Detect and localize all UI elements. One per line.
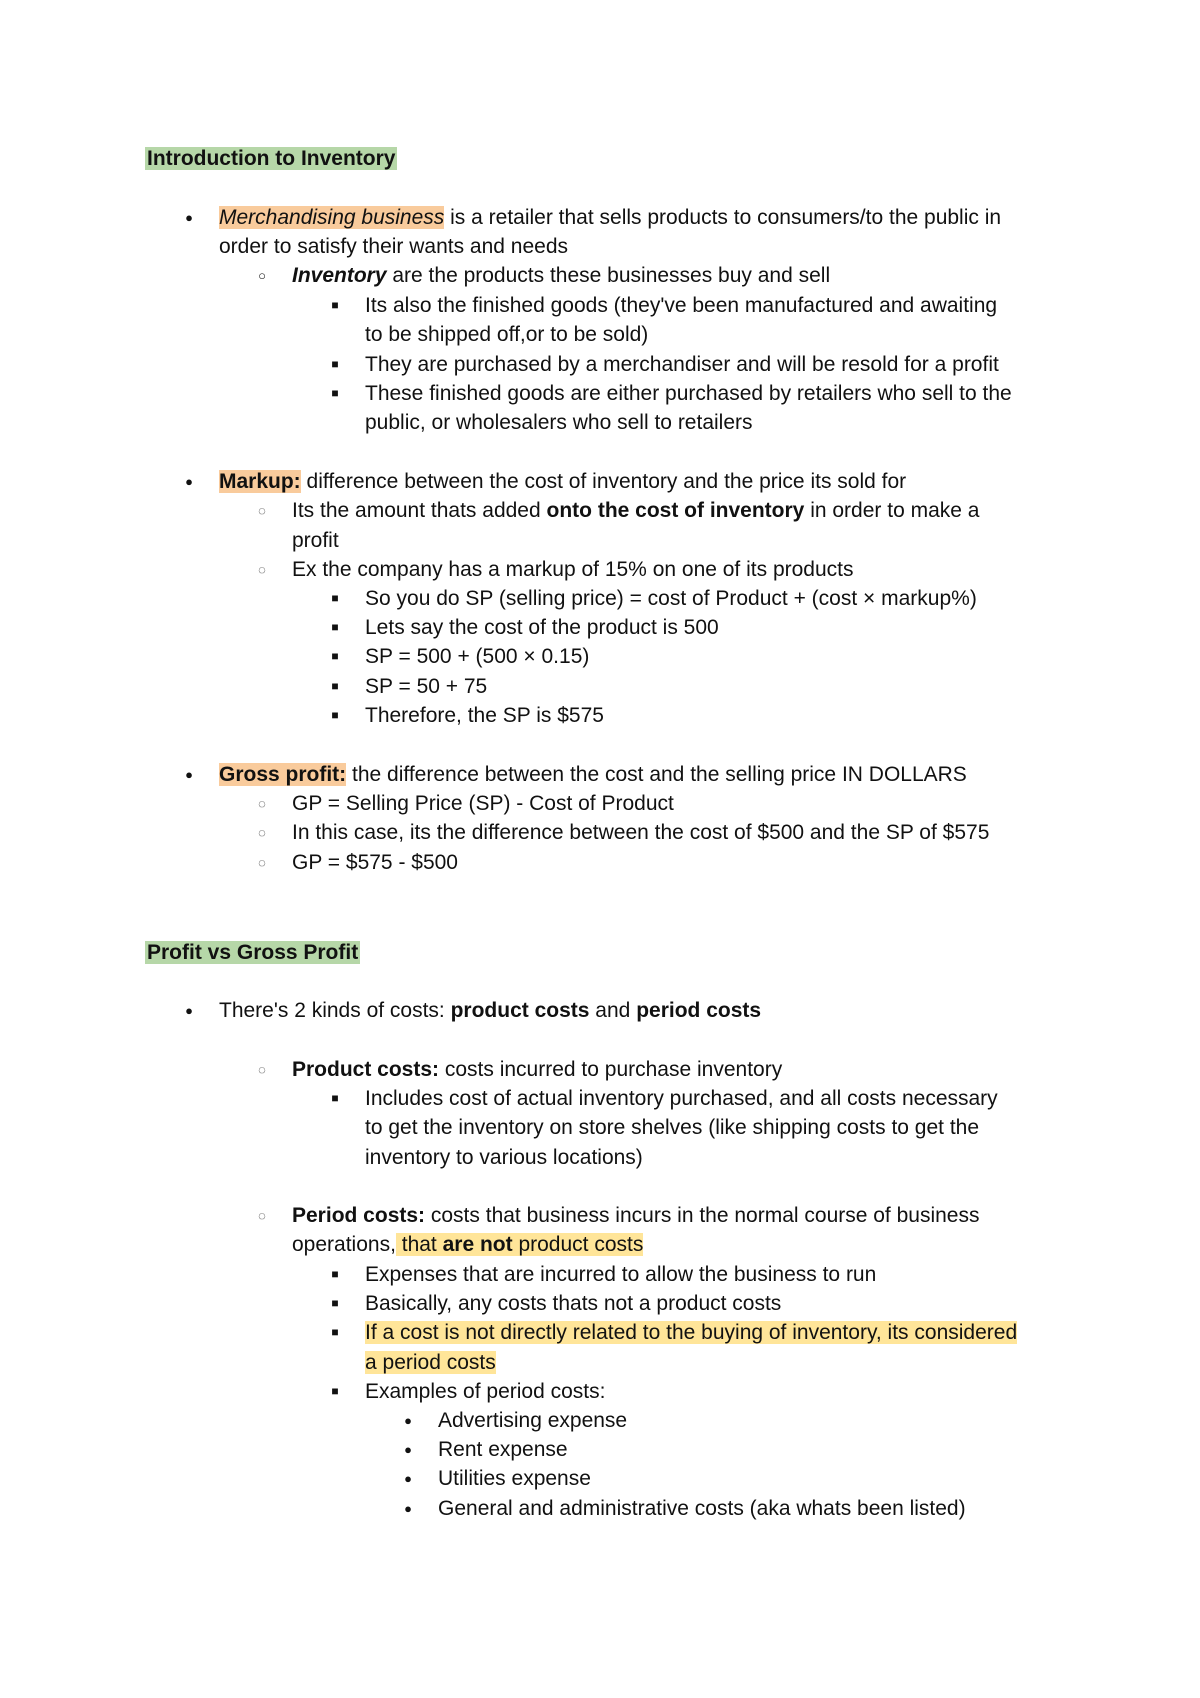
dotted-circle-bullet-icon: ◌ xyxy=(258,796,266,811)
list-text: costs incurred to purchase inventory xyxy=(439,1058,783,1081)
list-item-continuation: to get the inventory on store shelves (like shipping costs to get the xyxy=(365,1116,980,1139)
list-item: Includes cost of actual inventory purchased, and all costs necessary xyxy=(365,1087,998,1110)
list-text: that xyxy=(395,1233,443,1256)
section-heading xyxy=(145,144,397,173)
bold-phrase: are not xyxy=(442,1233,513,1256)
square-bullet-icon: ■ xyxy=(331,1325,339,1339)
term-period-costs: Period costs: xyxy=(292,1204,426,1227)
list-item xyxy=(292,261,830,290)
square-bullet-icon: ■ xyxy=(331,386,339,400)
term-gross-profit: Gross profit: xyxy=(219,763,347,786)
list-item xyxy=(219,760,967,789)
term-product-costs: Product costs: xyxy=(292,1058,440,1081)
square-bullet-icon: ■ xyxy=(331,1091,339,1105)
disc-bullet-icon: ● xyxy=(404,1501,412,1516)
list-item-continuation xyxy=(365,1348,496,1377)
list-item: Therefore, the SP is $575 xyxy=(365,704,604,727)
section-title-profit: Profit vs Gross Profit xyxy=(147,941,359,964)
bold-phrase: period costs xyxy=(636,999,762,1022)
disc-bullet-icon: ● xyxy=(185,1003,193,1018)
list-item: Basically, any costs thats not a product costs xyxy=(365,1292,782,1315)
list-item xyxy=(365,1318,1017,1347)
disc-bullet-icon: ● xyxy=(185,474,193,489)
list-item xyxy=(292,496,979,525)
list-item-continuation: public, or wholesalers who sell to retailers xyxy=(365,411,753,434)
square-bullet-icon: ■ xyxy=(331,679,339,693)
dotted-circle-bullet-icon: ◌ xyxy=(258,503,266,518)
term-merchandising-business: Merchandising business xyxy=(219,206,445,229)
list-text: is a retailer that sells products to consumers/to the public in xyxy=(444,206,1002,229)
disc-bullet-icon: ● xyxy=(404,1413,412,1428)
square-bullet-icon: ■ xyxy=(331,1296,339,1310)
list-item: They are purchased by a merchandiser and will be resold for a profit xyxy=(365,353,999,376)
list-item: Utilities expense xyxy=(438,1467,591,1490)
list-text: product costs xyxy=(512,1233,644,1256)
disc-bullet-icon: ● xyxy=(404,1442,412,1457)
list-text: costs that business incurs in the normal course of business xyxy=(425,1204,980,1227)
list-item: In this case, its the difference between the cost of $500 and the SP of $575 xyxy=(292,821,990,844)
section-title-intro: Introduction to Inventory xyxy=(147,147,396,170)
square-bullet-icon: ■ xyxy=(331,298,339,312)
list-item-continuation: profit xyxy=(292,529,339,552)
highlighted-phrase: If a cost is not directly related to the buying of inventory, its considered xyxy=(365,1321,1018,1344)
list-item xyxy=(219,203,1001,232)
dotted-circle-bullet-icon: ◌ xyxy=(258,825,266,840)
dotted-circle-bullet-icon: ◌ xyxy=(258,1208,266,1223)
list-item: Expenses that are incurred to allow the business to run xyxy=(365,1263,877,1286)
section-heading xyxy=(145,938,360,967)
list-item: Ex the company has a markup of 15% on one of its products xyxy=(292,558,854,581)
term-markup: Markup: xyxy=(219,470,301,493)
list-text: and xyxy=(589,999,637,1022)
disc-bullet-icon: ● xyxy=(185,210,193,225)
list-item xyxy=(292,1055,782,1084)
list-item: These finished goods are either purchased by retailers who sell to the xyxy=(365,382,1012,405)
dotted-circle-bullet-icon: ◌ xyxy=(258,562,266,577)
square-bullet-icon: ■ xyxy=(331,708,339,722)
list-item: General and administrative costs (aka whats been listed) xyxy=(438,1497,966,1520)
circle-bullet-icon: ○ xyxy=(258,268,266,283)
list-item: Examples of period costs: xyxy=(365,1380,606,1403)
list-item: GP = $575 - $500 xyxy=(292,851,458,874)
list-item-continuation xyxy=(292,1230,643,1259)
term-inventory: Inventory xyxy=(292,264,387,287)
list-item: Rent expense xyxy=(438,1438,568,1461)
square-bullet-icon: ■ xyxy=(331,1267,339,1281)
bold-phrase: product costs xyxy=(450,999,590,1022)
square-bullet-icon: ■ xyxy=(331,357,339,371)
highlighted-phrase: a period costs xyxy=(365,1351,496,1374)
list-item: Lets say the cost of the product is 500 xyxy=(365,616,719,639)
list-item xyxy=(292,1201,980,1230)
list-text: operations, xyxy=(292,1233,396,1256)
square-bullet-icon: ■ xyxy=(331,1384,339,1398)
list-text: the difference between the cost and the selling price IN DOLLARS xyxy=(346,763,967,786)
list-item: SP = 50 + 75 xyxy=(365,675,488,698)
list-item xyxy=(219,996,761,1025)
list-text: difference between the cost of inventory and the price its sold for xyxy=(300,470,907,493)
list-item-continuation: order to satisfy their wants and needs xyxy=(219,235,569,258)
list-item-continuation: inventory to various locations) xyxy=(365,1146,643,1169)
square-bullet-icon: ■ xyxy=(331,649,339,663)
list-item xyxy=(219,467,906,496)
disc-bullet-icon: ● xyxy=(185,767,193,782)
list-item: So you do SP (selling price) = cost of Product + (cost × markup%) xyxy=(365,587,977,610)
list-item-continuation: to be shipped off,or to be sold) xyxy=(365,323,649,346)
list-item: Advertising expense xyxy=(438,1409,628,1432)
highlighted-phrase xyxy=(396,1233,643,1256)
square-bullet-icon: ■ xyxy=(331,620,339,634)
square-bullet-icon: ■ xyxy=(331,591,339,605)
list-text: Its the amount thats added xyxy=(292,499,547,522)
bold-phrase: onto the cost of inventory xyxy=(546,499,805,522)
list-item: Its also the finished goods (they've been manufactured and awaiting xyxy=(365,294,998,317)
list-item: GP = Selling Price (SP) - Cost of Product xyxy=(292,792,674,815)
list-item: SP = 500 + (500 × 0.15) xyxy=(365,645,590,668)
dotted-circle-bullet-icon: ◌ xyxy=(258,855,266,870)
list-text: There's 2 kinds of costs: xyxy=(219,999,451,1022)
list-text: in order to make a xyxy=(804,499,980,522)
list-text: are the products these businesses buy and sell xyxy=(386,264,831,287)
dotted-circle-bullet-icon: ◌ xyxy=(258,1062,266,1077)
disc-bullet-icon: ● xyxy=(404,1471,412,1486)
